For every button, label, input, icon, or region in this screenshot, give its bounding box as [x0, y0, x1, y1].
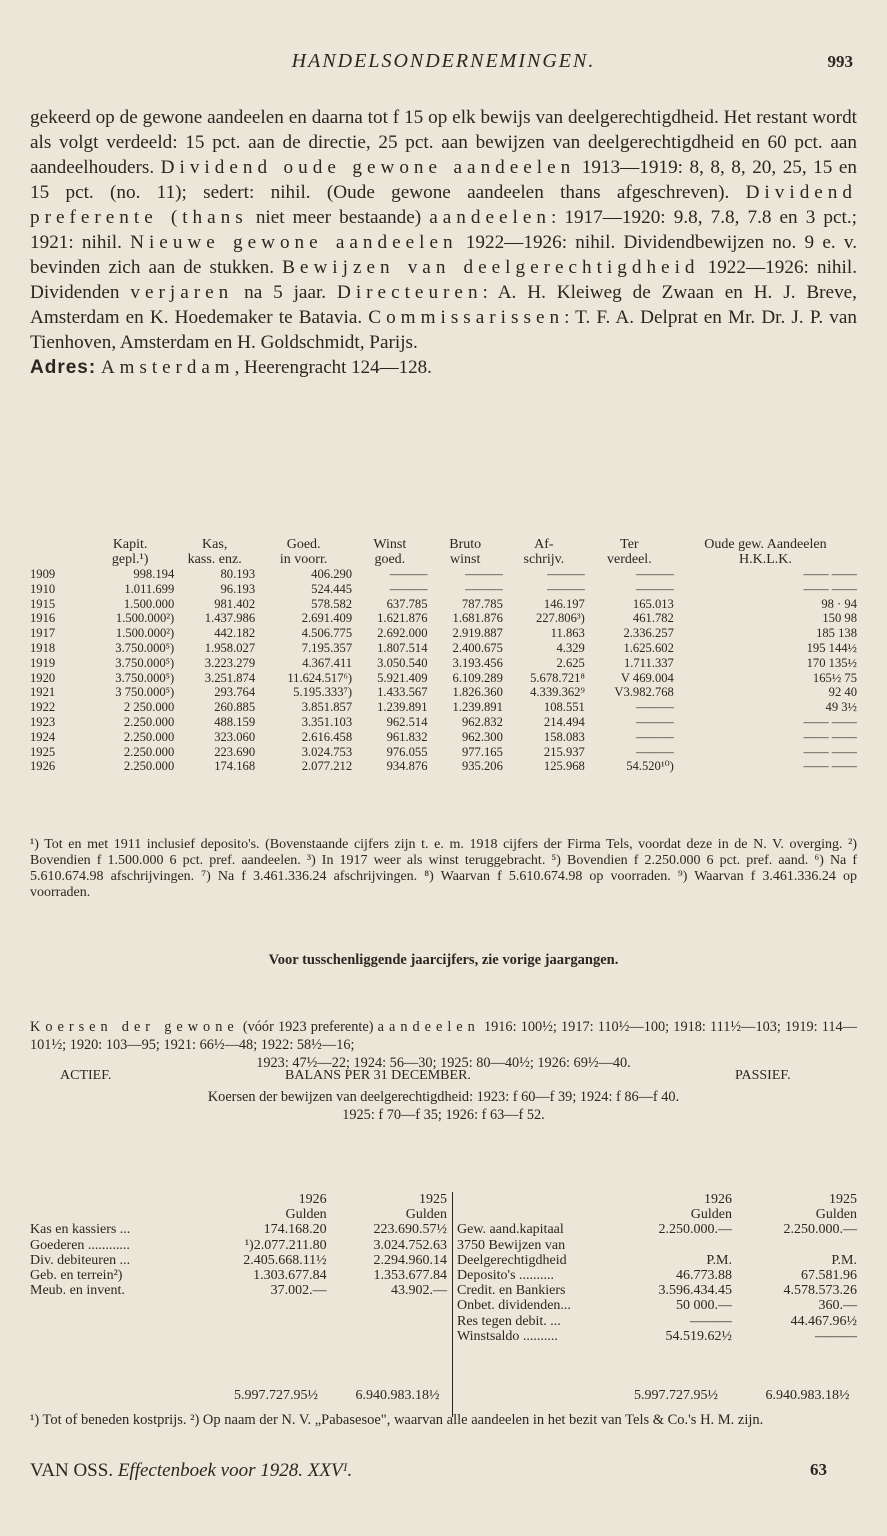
dividend-pref-label: Dividend preferente (thans — [30, 182, 857, 228]
fin-subheader-2: kass. enz. — [187, 552, 242, 567]
table-row — [30, 641, 857, 656]
table-cell: 11.863 — [550, 626, 585, 641]
fin-subheader-3: in voorr. — [279, 552, 328, 567]
liab-unit-b: Gulden — [815, 1207, 857, 1223]
balance-cell: 174.168.20 — [263, 1222, 327, 1238]
table-row — [30, 685, 857, 700]
table-row — [30, 730, 857, 745]
table-cell: 2 250.000 — [123, 700, 175, 715]
table-cell: 2.250.000 — [123, 744, 175, 759]
table-cell: V 469.004 — [620, 670, 674, 685]
table-cell: —— —— — [803, 581, 857, 596]
table-cell: 227.806³) — [535, 611, 585, 626]
table-cell: 962.514 — [386, 714, 428, 729]
directeuren-label: Directeuren — [336, 282, 483, 303]
book-footer — [30, 1460, 857, 1482]
bewijzen-quotes-values: van deelgerechtigdheid: 1923: f 60—f 39; 1924: f 86—f 40. — [332, 1089, 680, 1105]
liab-total-a: 5.997.727.95½ — [634, 1388, 718, 1403]
balance-cell: 37.002.— — [270, 1283, 327, 1299]
table-cell: 98 · 94 — [821, 596, 857, 611]
table-row — [30, 745, 857, 760]
table-cell: ——— — [547, 581, 585, 596]
table-cell: 1.239.891 — [452, 700, 503, 715]
actief-heading: ACTIEF. — [60, 1068, 112, 1083]
aandeelen-label: aandeelen — [429, 207, 551, 228]
balance-cell: Onbet. dividenden... — [457, 1298, 571, 1314]
table-cell: —— —— — [803, 714, 857, 729]
balance-cell: ¹)2.077.211.80 — [244, 1237, 327, 1253]
table-cell: 1.958.027 — [204, 640, 256, 655]
list-item — [457, 1314, 857, 1329]
table-cell: ——— — [636, 581, 674, 596]
fin-subheader-7: verdeel. — [607, 552, 652, 567]
balance-cell: 3.596.434.45 — [658, 1283, 732, 1299]
balance-cell: 360.— — [818, 1298, 857, 1314]
table-cell: 1.500.000²) — [115, 626, 175, 641]
table-cell: ——— — [636, 729, 674, 744]
table-cell: 1920 — [30, 670, 56, 685]
balance-cell: 1.303.677.84 — [253, 1268, 327, 1284]
balance-cell: 3750 Bewijzen van — [457, 1237, 566, 1253]
table-cell: 293.764 — [214, 685, 256, 700]
balance-cell: 2.294.960.14 — [373, 1252, 447, 1268]
table-cell: 1.500.000²) — [115, 611, 175, 626]
table-cell: 1910 — [30, 581, 56, 596]
balance-cell: 67.581.96 — [801, 1268, 857, 1284]
balance-footnote-text: ¹) Tot of beneden kostprijs. ²) Op naam der N. V. „Pabasesoe", waarvan alle aandeelen in het bezit van Tels & Co.'s H. M. zijn. — [30, 1412, 764, 1428]
share-quotes-mid: (vóór 1923 preferente) — [238, 1019, 378, 1035]
table-cell: ——— — [636, 700, 674, 715]
page-title: HANDELSONDERNEMINGEN. — [291, 50, 596, 72]
table-cell: 787.785 — [461, 596, 503, 611]
liabilities-totals — [590, 1388, 857, 1404]
table-cell: 3.750.000⁵) — [115, 670, 175, 685]
body-text-4: : 1917—1920: 9.8, 7.8, 7.8 en 3 pct.; 1921: nihil. — [30, 207, 857, 253]
table-cell: 3.193.456 — [452, 655, 503, 670]
table-cell: 54.520¹⁰) — [626, 759, 674, 774]
balance-cell — [607, 1238, 732, 1253]
verjaren-label: verjaren — [130, 282, 234, 303]
table-cell: 1909 — [30, 567, 56, 581]
table-cell: 962.832 — [461, 714, 503, 729]
table-cell: 2.692.000 — [377, 626, 428, 641]
table-cell: 934.876 — [386, 759, 428, 774]
table-cell: 461.782 — [632, 611, 674, 626]
table-cell: 488.159 — [214, 714, 256, 729]
table-cell: 11.624.517⁶) — [287, 670, 353, 685]
list-item — [457, 1268, 857, 1283]
table-row — [30, 700, 857, 715]
table-cell: 2.250.000 — [123, 729, 175, 744]
table-cell: ——— — [636, 567, 674, 581]
list-item — [457, 1283, 857, 1298]
balance-cell: Geb. en terrein²) — [30, 1268, 123, 1284]
balance-cell — [732, 1238, 857, 1253]
table-footnotes — [30, 837, 857, 901]
table-cell: 1915 — [30, 596, 56, 611]
table-cell: 3 750.000⁵) — [115, 685, 175, 700]
table-cell: 935.206 — [461, 759, 503, 774]
running-header — [30, 50, 857, 80]
balance-cell: P.M. — [831, 1252, 857, 1268]
table-cell: 3.750.000⁵) — [115, 640, 175, 655]
address-city: Amsterdam — [100, 357, 235, 378]
table-cell: 1.625.602 — [623, 640, 674, 655]
list-item — [457, 1298, 857, 1313]
fin-subheader-8: H.K.L.K. — [738, 552, 792, 567]
balance-cell: ——— — [690, 1313, 732, 1329]
table-cell: ——— — [389, 567, 428, 581]
table-cell: 1922 — [30, 700, 56, 715]
table-cell: 7.195.357 — [301, 640, 353, 655]
fin-header-7: Ter — [620, 537, 639, 552]
passief-heading: PASSIEF. — [735, 1068, 791, 1083]
table-cell: ——— — [465, 567, 503, 581]
table-cell: 998.194 — [133, 567, 175, 581]
table-cell: 4.339.362⁹ — [530, 685, 585, 700]
table-cell: 1.621.876 — [377, 611, 428, 626]
body-text-9: : T. F. A. Delprat en Mr. Dr. J. P. van Tienhoven, Amsterdam en H. Goldschmidt, Parijs. — [30, 307, 857, 353]
list-item — [30, 1253, 447, 1268]
table-cell: 1917 — [30, 626, 56, 641]
table-cell: 150 98 — [822, 611, 857, 626]
table-cell: 2.616.458 — [301, 729, 353, 744]
balance-cell: 2.405.668.11½ — [243, 1252, 327, 1268]
share-quotes-label2: aandeelen — [377, 1019, 480, 1035]
table-cell: 3.351.103 — [301, 714, 353, 729]
table-cell: 215.937 — [543, 744, 585, 759]
table-cell: 92 40 — [828, 685, 857, 700]
table-cell: 962.300 — [461, 729, 503, 744]
body-text-7: na 5 jaar. — [233, 282, 337, 303]
balance-cell: Deelgerechtigdheid — [457, 1252, 567, 1268]
table-cell: ——— — [636, 744, 674, 759]
table-cell: 158.083 — [543, 729, 585, 744]
table-cell: ——— — [636, 714, 674, 729]
table-cell: 1.500.000 — [123, 596, 175, 611]
bewijzen-quotes — [30, 1088, 857, 1124]
balance-cell: Gew. aand.kapitaal — [457, 1222, 564, 1238]
table-cell: 4.329 — [556, 640, 585, 655]
balance-cell: 43.902.— — [391, 1283, 447, 1299]
table-cell: 96.193 — [220, 581, 256, 596]
footer-page-number: 63 — [810, 1460, 827, 1479]
table-cell: 170 135½ — [806, 655, 857, 670]
table-cell: 108.551 — [543, 700, 585, 715]
table-cell: 3.851.857 — [301, 700, 353, 715]
liab-year-b: 1925 — [829, 1192, 857, 1207]
fin-subheader-1: gepl.¹) — [111, 552, 149, 567]
balance-cell: ——— — [815, 1328, 857, 1344]
body-text-5: 1922—1926: nihil. Dividendbewijzen no. 9 e. v. bevinden zich aan de stukken. — [30, 232, 857, 278]
table-cell: 1.433.567 — [377, 685, 428, 700]
table-cell: 323.060 — [214, 729, 256, 744]
table-row — [30, 567, 857, 582]
balance-cell: P.M. — [706, 1252, 732, 1268]
table-cell: 3.750.000⁵) — [115, 655, 175, 670]
table-cell: 1924 — [30, 729, 56, 744]
list-item — [30, 1222, 447, 1237]
bewijzen-quotes-values2: 1925: f 70—f 35; 1926: f 63—f 52. — [342, 1107, 545, 1123]
fin-header-1: Kapit. — [112, 537, 148, 552]
fin-subheader-4: goed. — [374, 552, 406, 567]
table-cell: 4.506.775 — [301, 626, 353, 641]
table-cell: 2.336.257 — [623, 626, 674, 641]
new-shares-label: Nieuwe gewone aandeelen — [130, 232, 458, 253]
table-cell: 524.445 — [311, 581, 353, 596]
assets-unit-b: Gulden — [405, 1207, 447, 1223]
table-cell: 1.826.360 — [452, 685, 503, 700]
list-item — [30, 1238, 447, 1253]
table-cell: 1.011.699 — [124, 581, 175, 596]
assets-year-a: 1926 — [298, 1192, 327, 1207]
balance-cell: 50 000.— — [676, 1298, 732, 1314]
table-cell: 174.168 — [214, 759, 256, 774]
balance-cell: 2.250.000.— — [658, 1222, 732, 1238]
company-description — [30, 105, 857, 380]
table-cell: 3.024.753 — [301, 744, 353, 759]
table-cell: 2.400.675 — [452, 640, 503, 655]
fin-header-3: Goed. — [286, 537, 321, 552]
table-cell: 1926 — [30, 759, 56, 774]
table-cell: 1916 — [30, 611, 56, 626]
share-quotes — [30, 1018, 857, 1072]
fin-subheader-5: winst — [450, 552, 481, 567]
address-label: Adres: — [30, 357, 97, 378]
table-cell: 977.165 — [461, 744, 503, 759]
body-text-3: niet meer bestaande) — [247, 207, 430, 228]
liabilities-column — [452, 1192, 857, 1417]
table-cell: 637.785 — [386, 596, 428, 611]
balance-cell: 44.467.96½ — [790, 1313, 857, 1329]
table-cell: ——— — [389, 581, 428, 596]
fin-subheader-0 — [30, 552, 86, 567]
balance-cell: Res tegen debit. ... — [457, 1313, 561, 1329]
fin-header-6: Af- — [534, 537, 554, 552]
table-cell: 578.582 — [311, 596, 353, 611]
liab-year-a: 1926 — [704, 1192, 732, 1207]
balance-cell: 223.690.57½ — [373, 1222, 447, 1238]
list-item — [457, 1222, 857, 1237]
table-row — [30, 671, 857, 686]
balance-cell: Div. debiteuren ... — [30, 1252, 131, 1268]
body-text-2: 1913—1919: 8, 8, 8, 20, 25, 15 en 15 pct. (no. 11); sedert: nihil. (Oude gewone aandeelen thans afgeschreven). — [30, 157, 857, 203]
balance-cell: 4.578.573.26 — [783, 1283, 857, 1299]
balance-footnotes — [30, 1412, 857, 1428]
fin-header-0 — [30, 537, 86, 552]
list-item — [30, 1283, 447, 1298]
fin-header-2: Kas, — [202, 537, 228, 552]
table-cell: 1919 — [30, 655, 56, 670]
table-row — [30, 715, 857, 730]
table-cell: 2.250.000 — [123, 759, 175, 774]
bewijzen-quotes-label: Koersen der bewijzen — [207, 1089, 333, 1105]
balance-cell: Meub. en invent. — [30, 1283, 125, 1299]
assets-unit-a: Gulden — [285, 1207, 327, 1223]
dividend-old-label: Dividend oude gewone aandeelen — [160, 157, 576, 178]
table-row — [30, 656, 857, 671]
table-cell: 442.182 — [214, 626, 256, 641]
table-cell: 1.437.986 — [204, 611, 256, 626]
table-cell: 6.109.289 — [452, 670, 503, 685]
assets-total-a: 5.997.727.95½ — [234, 1388, 318, 1403]
fin-subheader-6: schrijv. — [523, 552, 565, 567]
table-cell: 1921 — [30, 685, 56, 700]
share-quotes-values: 1916: 100½; 1917: 110½—100; 1918: 111½—103; 1919: 114—101½; 1920: 103—95; 1921: 66½—48; 1922: 58½—16; — [30, 1019, 857, 1053]
balance-cell: Credit. en Bankiers — [457, 1283, 566, 1299]
fin-header-5: Bruto — [449, 537, 482, 552]
table-cell: 5.678.721⁸ — [530, 670, 585, 685]
address — [30, 355, 857, 380]
share-quotes-values2: 1923: 47½—22; 1924: 56—30; 1925: 80—40½; 1926: 69½—40. — [256, 1055, 631, 1071]
table-cell: 406.290 — [311, 567, 353, 581]
table-cell: 165.013 — [632, 596, 674, 611]
liab-total-b: 6.940.983.18½ — [765, 1388, 850, 1403]
table-cell: 5.195.333⁷) — [293, 685, 353, 700]
fin-header-4: Winst — [373, 537, 407, 552]
list-item — [457, 1253, 857, 1268]
table-cell: 2.077.212 — [301, 759, 353, 774]
table-cell: 2.250.000 — [123, 714, 175, 729]
table-cell: 981.402 — [214, 596, 256, 611]
table-cell: 5.921.409 — [377, 670, 428, 685]
share-quotes-label: Koersen der gewone — [30, 1019, 239, 1035]
assets-total-b: 6.940.983.18½ — [355, 1388, 440, 1403]
table-cell: ——— — [547, 567, 585, 581]
table-cell: 1.711.337 — [623, 655, 674, 670]
table-cell: 2.625 — [556, 655, 585, 670]
table-row — [30, 597, 857, 612]
balance-cell: Kas en kassiers ... — [30, 1222, 131, 1238]
table-cell: 1918 — [30, 640, 56, 655]
table-cell: 195 144½ — [806, 640, 857, 655]
table-cell: —— —— — [803, 729, 857, 744]
table-cell: ——— — [465, 581, 503, 596]
balance-cell: Winstsaldo .......... — [457, 1328, 558, 1344]
balance-cell: Deposito's .......... — [457, 1268, 555, 1284]
assets-totals — [200, 1388, 447, 1404]
table-cell: —— —— — [803, 744, 857, 759]
address-street: , Heerengracht 124—128. — [234, 357, 432, 378]
body-text-1: gekeerd op de gewone aandeelen en daarna tot f 15 op elk bewijs van deelgerechtigdheid. Het restant wordt als volgt verdeeld: 15 pct. aan de directie, 25 pct. aan bewijzen van deelgerechtigdheid en 60 pct. aan aandeelhouders. — [30, 107, 857, 178]
commissarissen-label: Commissarissen — [368, 307, 565, 328]
table-cell: —— —— — [803, 759, 857, 774]
table-cell: 4.367.411 — [302, 655, 353, 670]
see-previous-note: Voor tusschenliggende jaarcijfers, zie vorige jaargangen. — [268, 952, 619, 968]
table-cell: 214.494 — [543, 714, 585, 729]
table-cell: 185 138 — [816, 626, 857, 641]
footer-title: Effectenboek voor 1928. XXVᴵ. — [117, 1460, 353, 1481]
list-item — [30, 1268, 447, 1283]
table-cell: 165½ 75 — [812, 670, 857, 685]
table-row — [30, 626, 857, 641]
table-cell: 1.239.891 — [377, 700, 428, 715]
table-row — [30, 759, 857, 774]
table-cell: 223.690 — [214, 744, 256, 759]
table-cell: 961.832 — [386, 729, 428, 744]
table-cell: 49 3½ — [825, 700, 857, 715]
table-cell: —— —— — [803, 567, 857, 581]
balance-cell: 2.250.000.— — [783, 1222, 857, 1238]
table-cell: V3.982.768 — [614, 685, 674, 700]
balance-cell: 1.353.677.84 — [373, 1268, 447, 1284]
body-text-6: 1922—1926: nihil. Dividenden — [30, 257, 857, 303]
table-cell: 976.055 — [386, 744, 428, 759]
balance-cell: 54.519.62½ — [665, 1328, 732, 1344]
balance-cell: 46.773.88 — [676, 1268, 732, 1284]
table-cell: 3.223.279 — [204, 655, 256, 670]
bewijzen-label: Bewijzen van deelgerechtigdheid — [282, 257, 700, 278]
list-item — [457, 1329, 857, 1344]
table-cell: 146.197 — [543, 596, 585, 611]
table-cell: 3.251.874 — [204, 670, 256, 685]
table-cell: 1925 — [30, 744, 56, 759]
table-cell: 1.681.876 — [452, 611, 503, 626]
table-row — [30, 611, 857, 626]
footer-author: VAN OSS. — [30, 1460, 118, 1481]
financial-table — [30, 537, 857, 774]
fin-header-8: Oude gew. Aandeelen — [704, 537, 827, 552]
table-row — [30, 582, 857, 597]
table-cell: 1923 — [30, 714, 56, 729]
liab-unit-a: Gulden — [690, 1207, 732, 1223]
table-cell: 2.919.887 — [452, 626, 503, 641]
table-cell: 80.193 — [220, 567, 256, 581]
balance-cell: 3.024.752.63 — [373, 1237, 447, 1253]
list-item — [457, 1238, 857, 1253]
table-cell: 3.050.540 — [377, 655, 428, 670]
balance-cell: Goederen ............ — [30, 1237, 130, 1253]
table-cell: 1.807.514 — [377, 640, 428, 655]
body-text-8: : A. H. Kleiweg de Zwaan en H. J. Breve, Amsterdam en K. Hoedemaker te Batavia. — [30, 282, 857, 328]
footnote-text: ¹) Tot en met 1911 inclusief deposito's. (Bovenstaande cijfers zijn t. e. m. 1918 cijfers der Firma Tels, voordat deze in de N. V. overging. ²) Bovendien f 1.500.000 6 pct. pref. aandeelen. ³) In 1917 weer als winst teruggebracht. ⁵) Bovendien f 2.250.000 6 pct. pref. aand. ⁶) Na f 5.610.674.98 afschrijvingen. ⁷) Na f 3.461.336.24 afschrijvingen. ⁸) Waarvan f 5.610.674.98 op voorraden. ⁹) Waarvan f 3.461.336.24 op voorraden. — [30, 837, 857, 900]
table-cell: 125.968 — [543, 759, 585, 774]
balance-title: BALANS PER 31 DECEMBER. — [285, 1068, 471, 1083]
assets-column — [30, 1192, 447, 1298]
page-number: 993 — [827, 52, 853, 71]
table-cell: 260.885 — [214, 700, 256, 715]
assets-year-b: 1925 — [419, 1192, 447, 1207]
table-cell: 2.691.409 — [301, 611, 353, 626]
